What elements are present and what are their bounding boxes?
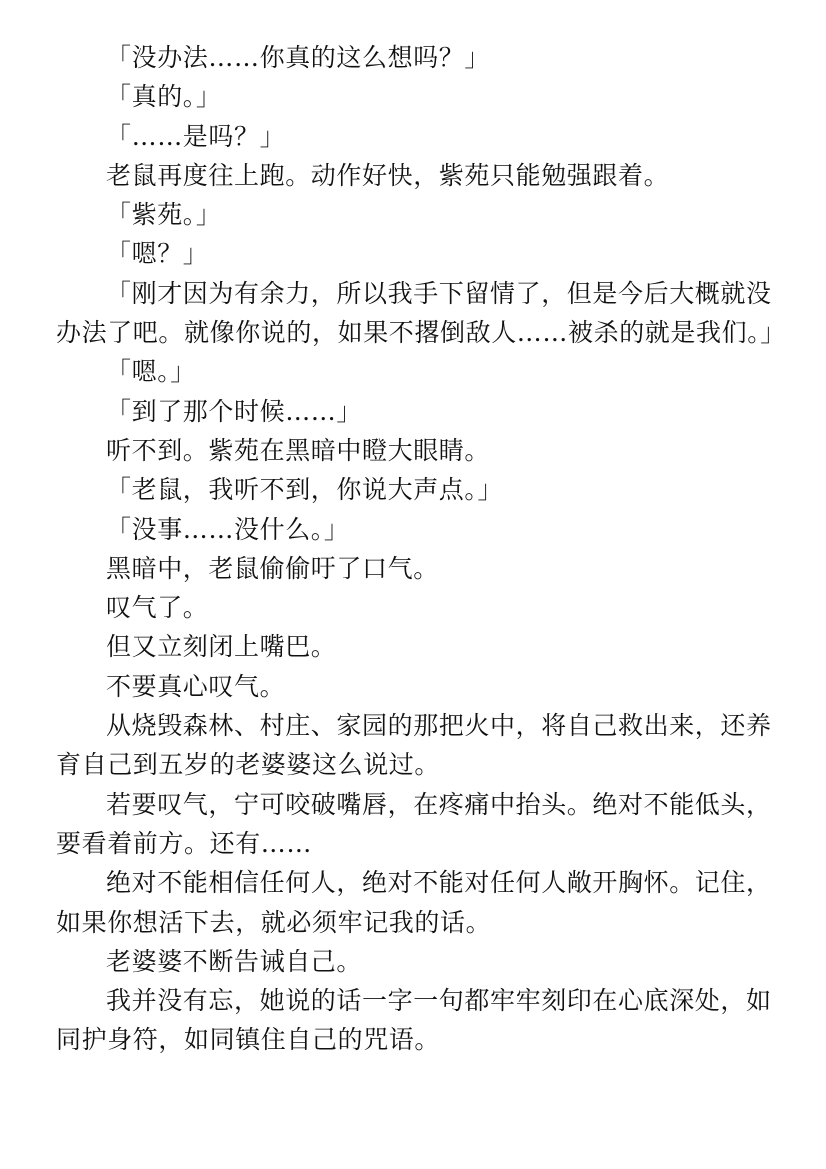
narration-paragraph: 听不到。紫苑在黑暗中瞪大眼睛。 — [106, 435, 491, 465]
dialogue-line: 「刚才因为有余力，所以我手下留情了，但是今后大概就没办法了吧。就像你说的，如果不撂倒敌人……被杀的就是我们。」 — [56, 278, 786, 348]
dialogue-line: 「嗯？」 — [106, 239, 209, 269]
dialogue-line: 「没事……没什么。」 — [106, 514, 350, 544]
narration-paragraph: 我并没有忘，她说的话一字一句都牢牢刻印在心底深处，如同护身符，如同镇住自己的咒语。 — [56, 986, 772, 1055]
dialogue-line: 「嗯。」 — [106, 357, 196, 387]
book-page — [56, 38, 786, 1060]
narration-paragraph: 若要叹气，宁可咬破嘴唇，在疼痛中抬头。绝对不能低头，要看着前方。还有…… — [56, 789, 772, 858]
narration-paragraph: 叹气了。 — [106, 593, 209, 623]
narration-paragraph: 老婆婆不断告诫自己。 — [106, 946, 363, 976]
dialogue-line: 「……是吗？」 — [106, 121, 286, 151]
narration-paragraph: 但又立刻闭上嘴巴。 — [106, 632, 337, 662]
dialogue-line: 「真的。」 — [106, 82, 222, 112]
dialogue-line: 「老鼠，我听不到，你说大声点。」 — [106, 475, 504, 505]
narration-paragraph: 黑暗中，老鼠偷偷吁了口气。 — [106, 553, 439, 583]
narration-paragraph: 老鼠再度往上跑。动作好快，紫苑只能勉强跟着。 — [106, 160, 670, 190]
narration-paragraph: 绝对不能相信任何人，绝对不能对任何人敞开胸怀。记住，如果你想活下去，就必须牢记我的话。 — [56, 868, 772, 937]
narration-paragraph: 从烧毁森林、村庄、家园的那把火中，将自己救出来，还养育自己到五岁的老婆婆这么说过。 — [56, 711, 772, 780]
dialogue-line: 「紫苑。」 — [106, 200, 222, 230]
dialogue-line: 「到了那个时候……」 — [106, 396, 363, 426]
dialogue-line: 「没办法……你真的这么想吗？」 — [106, 43, 491, 72]
narration-paragraph: 不要真心叹气。 — [106, 671, 286, 701]
